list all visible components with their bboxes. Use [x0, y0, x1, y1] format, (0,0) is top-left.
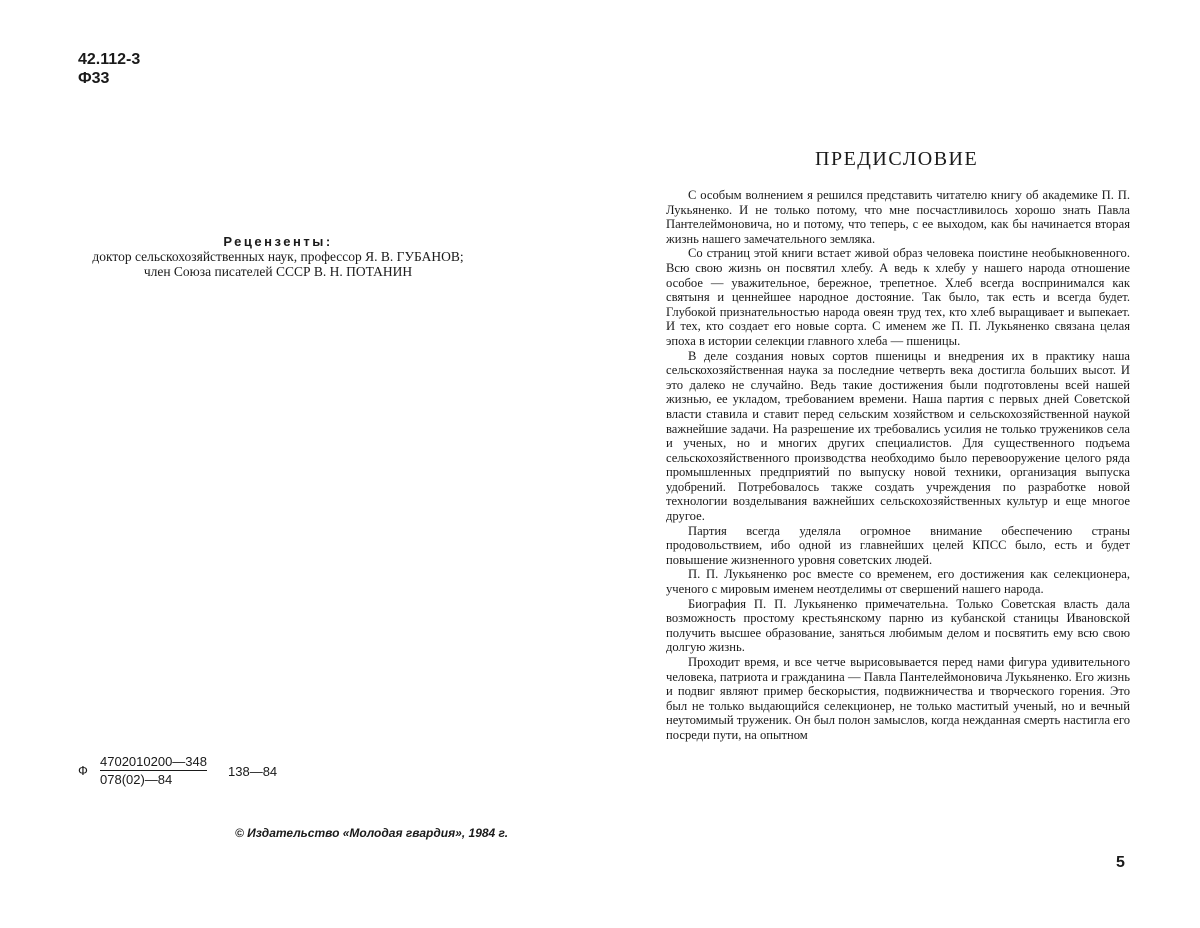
paragraph: В деле создания новых сортов пшеницы и внедрения их в практику наша сельскохозяйственная наука за последние четверть века достигла больших высот. И это далеко не случайно. Ведь такие достижения были подготовлены всей нашей жизнью, ее укладом, требованием времени. Наша партия с первых дней Советской власти ставила и ставит перед сельским хозяйством и сельскохозяйственной наукой важнейшие задачи. На разрешение их требовались усилия не только тружеников села и ученых, но и многих других специалистов. Для существенного подъема сельскохозяйственного производства необходимо было перевооружение целого ряда промышленных предприятий по выпуску новой техники, организация выпуска удобрений. Потребовалось также создать учреждения по разработке новой технологии возделывания важнейших сельскохозяйственных культур и еще многое другое.: [666, 348, 1130, 524]
paragraph: С особым волнением я решился представить читателю книгу об академике П. П. Лукьяненко. И не только потому, что мне посчастливилось хорошо знать Павла Пантелеймоновича, но и потому, что теперь, с ее выходом, как бы начинается вторая жизнь нашего замечательного земляка.: [666, 188, 1130, 246]
biblio-price: 138—84: [228, 764, 278, 779]
chapter-title: ПРЕДИСЛОВИЕ: [815, 148, 979, 170]
paragraph: Со страниц этой книги встает живой образ человека поистине необыкновенного. Всю свою жизнь он посвятил хлебу. А ведь к хлебу у нашего народа отношение особое — уважительное, бережное, трепетное. Хлеб всегда воспринимался как святыня и ценнейшее народное достояние. Так было, так есть и всегда будет. Глубокой признательностью народа овеян труд тех, кто хлеб выращивает и выпекает. И тех, кто создает его новые сорта. С именем же П. П. Лукьяненко связана целая эпоха в истории селекции главного хлеба — пшеницы.: [666, 246, 1130, 348]
paragraph: Проходит время, и все четче вырисовывается перед нами фигура удивительного человека, патриота и гражданина — Павла Пантелеймоновича Лукьяненко. Его жизнь и подвиг являют пример бескорыстия, подвижничества и творческого горения. Это был не только выдающийся селекционер, не только маститый ученый, но и вечный неутомимый труженик. Он был полон замыслов, когда нежданная смерть настигла его посреди пути, на опытном: [666, 655, 1130, 742]
reviewers-title: Рецензенты:: [223, 234, 333, 249]
right-page: [600, 0, 1200, 928]
reviewer-1: доктор сельскохозяйственных наук, профессор Я. В. ГУБАНОВ;: [92, 249, 464, 264]
bibliographic-code: [78, 754, 318, 790]
biblio-letter: Ф: [78, 763, 88, 778]
reviewers-block: [78, 234, 478, 279]
biblio-denominator: 078(02)—84: [100, 772, 173, 787]
preface-text: [666, 188, 1130, 743]
bbk-code: 42.112-3: [78, 51, 141, 68]
paragraph: Биография П. П. Лукьяненко примечательна. Только Советская власть дала возможность простому крестьянскому парню из кубанской станицы Ивановской получить высшее образование, заняться любимым делом и посвятить ему всю свою долгую жизнь.: [666, 596, 1130, 655]
copyright-line: © Издательство «Молодая гвардия», 1984 г.: [235, 826, 509, 840]
page-number: 5: [1116, 854, 1125, 871]
library-classification: [78, 50, 140, 88]
biblio-numerator: 4702010200—348: [100, 754, 207, 769]
paragraph: Партия всегда уделяла огромное внимание обеспечению страны продовольствием, ибо одной из главнейших целей КПСС было, есть и будет повышение жизненного уровня советских людей.: [666, 523, 1130, 567]
paragraph: П. П. Лукьяненко рос вместе со временем, его достижения как селекционера, ученого с мировым именем неотделимы от свершений нашего народа.: [666, 567, 1130, 597]
reviewer-2: член Союза писателей СССР В. Н. ПОТАНИН: [143, 264, 413, 279]
author-cipher: Ф33: [78, 70, 110, 87]
